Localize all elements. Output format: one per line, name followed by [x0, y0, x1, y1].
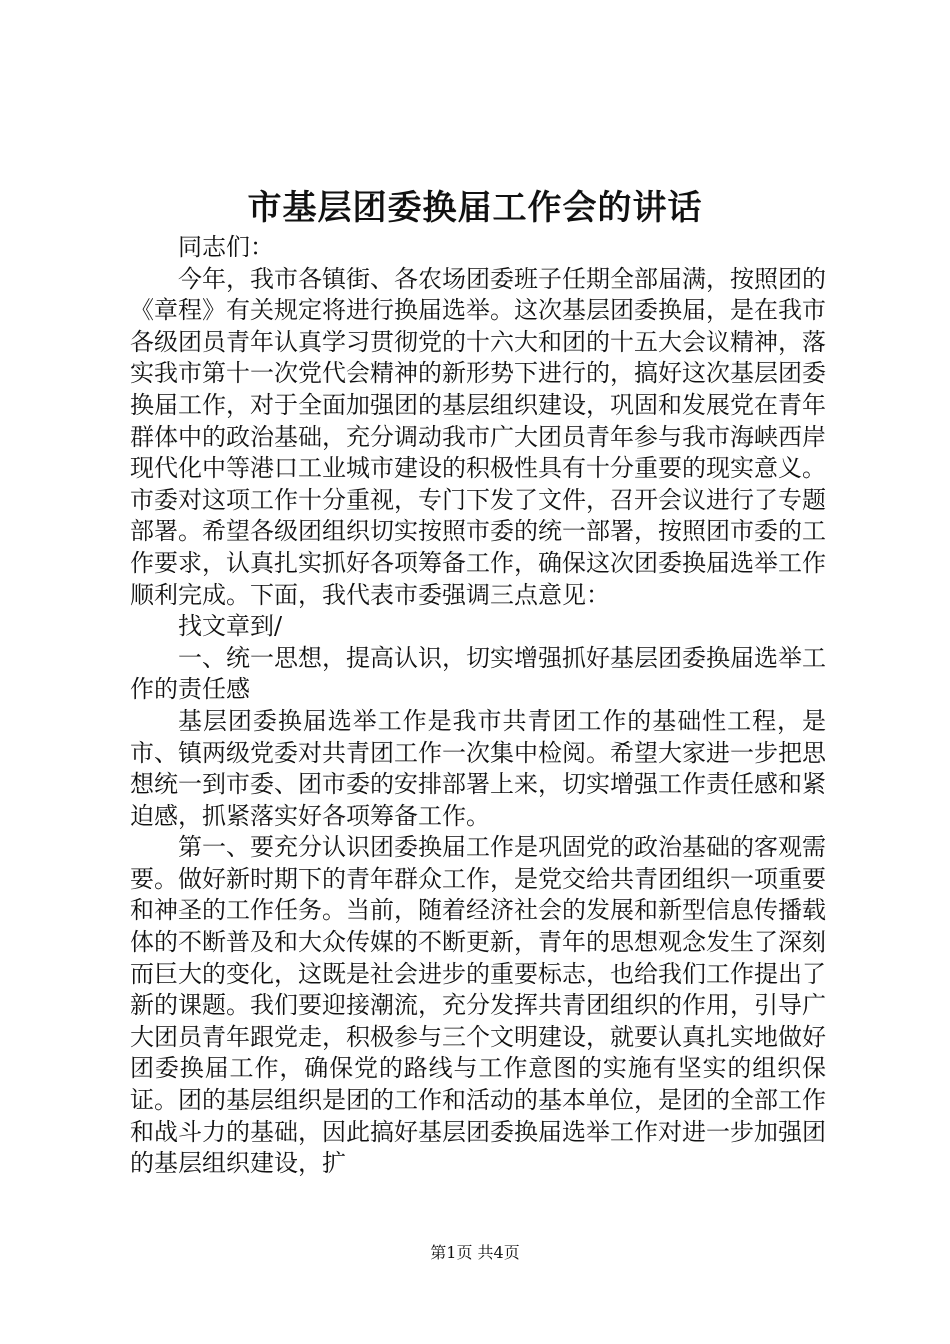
salutation-paragraph: 同志们：	[178, 233, 274, 261]
section-1-paragraph: 基层团委换届选举工作是我市共青团工作的基础性工程，是市、镇两级党委对共青团工作一次集中检阅。希望大家进一步把思想统一到市委、团市委的安排部署上来，切实增强工作责任感和紧迫感，抓紧落实好各项筹备工作。	[130, 706, 826, 830]
page-number-footer: 第1页 共4页	[430, 1243, 520, 1262]
document-title: 市基层团委换届工作会的讲话	[247, 188, 703, 228]
intro-paragraph: 今年，我市各镇街、各农场团委班子任期全部届满，按照团的《章程》有关规定将进行换届选举。这次基层团委换届，是在我市各级团员青年认真学习贯彻党的十六大和团的十五大会议精神，落实我市第十一次党代会精神的新形势下进行的，搞好这次基层团委换届工作，对于全面加强团的基层组织建设，巩固和发展党在青年群体中的政治基础，充分调动我市广大团员青年参与我市海峡西岸现代化中等港口工业城市建设的积极性具有十分重要的现实意义。市委对这项工作十分重视，专门下发了文件，召开会议进行了专题部署。希望各级团组织切实按照市委的统一部署，按照团市委的工作要求，认真扎实抓好各项筹备工作，确保这次团委换届选举工作顺利完成。下面，我代表市委强调三点意见：	[130, 264, 826, 609]
source-note-paragraph: 找文章到/	[178, 612, 283, 641]
section-heading-1: 一、统一思想，提高认识，切实增强抓好基层团委换届选举工作的责任感	[130, 643, 826, 704]
document-body	[130, 232, 826, 1180]
point-1-paragraph: 第一、要充分认识团委换届工作是巩固党的政治基础的客观需要。做好新时期下的青年群众工作，是党交给共青团组织一项重要和神圣的工作任务。当前，随着经济社会的发展和新型信息传播载体的不断普及和大众传媒的不断更新，青年的思想观念发生了深刻而巨大的变化，这既是社会进步的重要标志，也给我们工作提出了新的课题。我们要迎接潮流，充分发挥共青团组织的作用，引导广大团员青年跟党走，积极参与三个文明建设，就要认真扎实地做好团委换届工作，确保党的路线与工作意图的实施有坚实的组织保证。团的基层组织是团的工作和活动的基本单位，是团的全部工作和战斗力的基础，因此搞好基层团委换届选举工作对进一步加强团的基层组织建设，扩	[130, 833, 826, 1178]
